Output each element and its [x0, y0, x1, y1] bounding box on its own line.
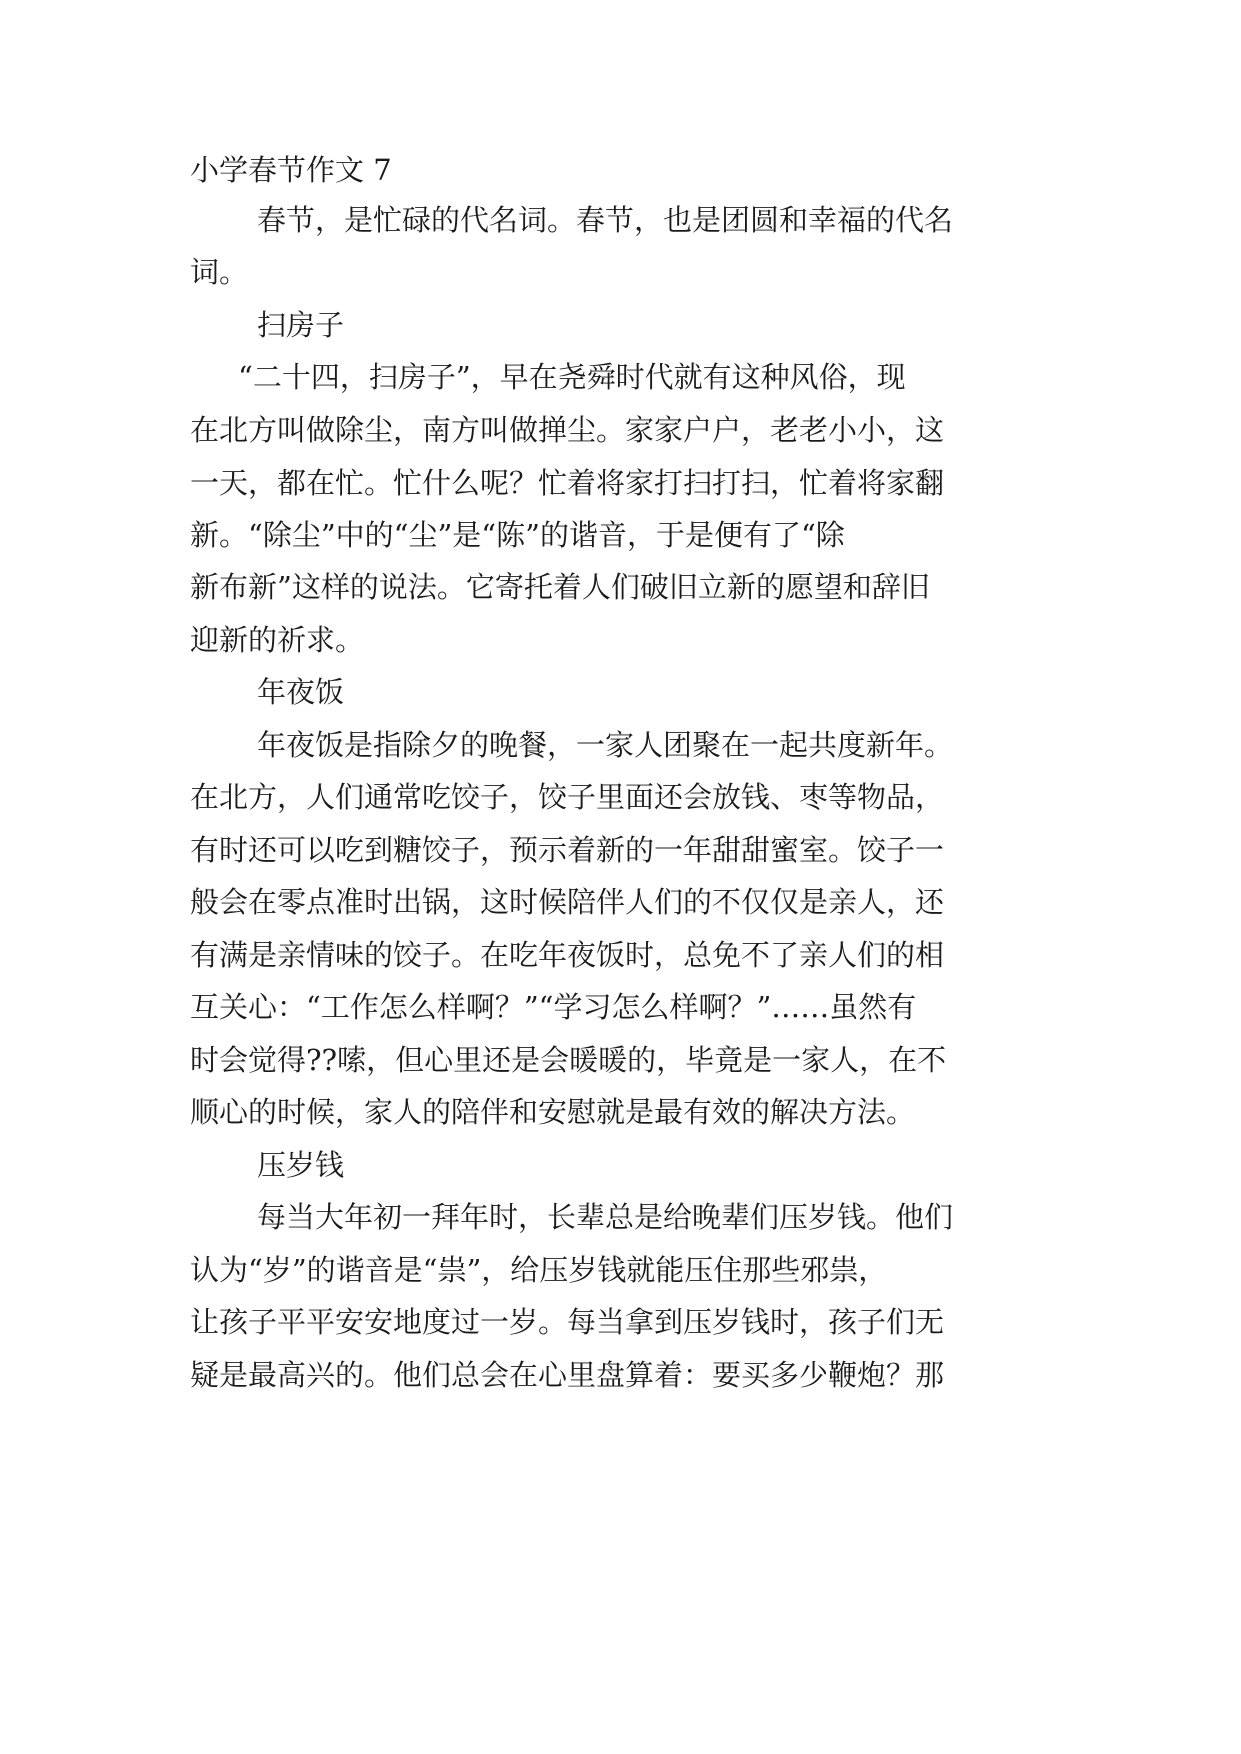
section-heading: 年夜饭	[257, 675, 345, 709]
paragraph-line: 一天，都在忙。忙什么呢？忙着将家打扫打扫，忙着将家翻	[190, 466, 945, 500]
paragraph-line: 般会在零点准时出锅，这时候陪伴人们的不仅仅是亲人，还	[190, 885, 945, 919]
paragraph-line: 时会觉得??嗦，但心里还是会暖暖的，毕竟是一家人，在不	[190, 1043, 947, 1077]
paragraph-line: 新。“除尘”中的“尘”是“陈”的谐音，于是便有了“除	[190, 518, 845, 552]
paragraph-line: 有时还可以吃到糖饺子，预示着新的一年甜甜蜜室。饺子一	[190, 833, 945, 867]
paragraph-line: 春节，是忙碌的代名词。春节，也是团圆和幸福的代名	[257, 203, 954, 237]
paragraph-line: 有满是亲情味的饺子。在吃年夜饭时，总免不了亲人们的相	[190, 938, 945, 972]
section-heading: 扫房子	[257, 308, 345, 342]
section-heading: 压岁钱	[257, 1148, 345, 1182]
paragraph-line: 认为“岁”的谐音是“祟”，给压岁钱就能压住那些邪祟，	[190, 1253, 888, 1287]
paragraph-line: “二十四，扫房子”，早在尧舜时代就有这种风俗，现	[238, 360, 906, 394]
paragraph-line: 在北方，人们通常吃饺子，饺子里面还会放钱、枣等物品，	[190, 780, 945, 814]
paragraph-line: 年夜饭是指除夕的晚餐，一家人团聚在一起共度新年。	[257, 728, 954, 762]
paragraph-line: 新布新”这样的说法。它寄托着人们破旧立新的愿望和辞旧	[190, 570, 930, 604]
paragraph-line: 词。	[190, 255, 249, 289]
paragraph-line: 顺心的时候，家人的陪伴和安慰就是最有效的解决方法。	[190, 1095, 916, 1129]
document-title: 小学春节作文 7	[190, 153, 392, 187]
paragraph-line: 每当大年初一拜年时，长辈总是给晚辈们压岁钱。他们	[257, 1200, 954, 1234]
paragraph-line: 在北方叫做除尘，南方叫做掸尘。家家户户，老老小小，这	[190, 413, 945, 447]
paragraph-line: 让孩子平平安安地度过一岁。每当拿到压岁钱时，孩子们无	[190, 1305, 945, 1339]
paragraph-line: 疑是最高兴的。他们总会在心里盘算着：要买多少鞭炮？那	[190, 1358, 945, 1392]
paragraph-line: 迎新的祈求。	[190, 623, 365, 657]
paragraph-line: 互关心：“工作怎么样啊？”“学习怎么样啊？”……虽然有	[190, 990, 917, 1024]
